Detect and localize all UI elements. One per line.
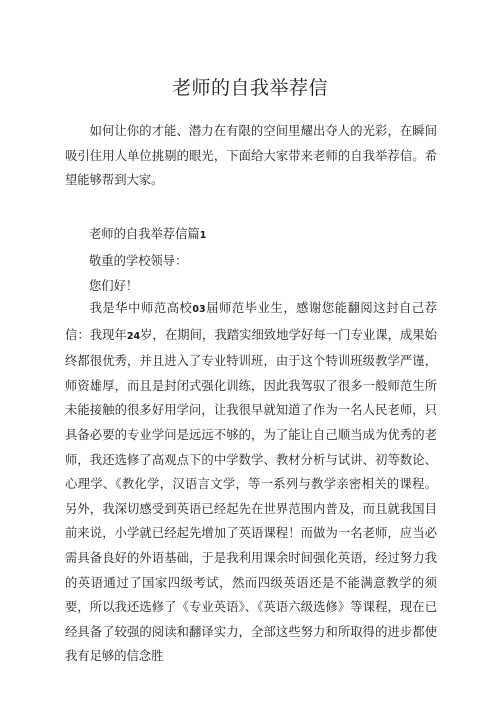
body-text-part-1: 我是华中师范高校: [89, 301, 193, 315]
body-text-part-2: 届师范毕业生，感谢您能翻阅这封自己荐信：我现年: [65, 301, 437, 342]
body-number-age: 24: [126, 330, 141, 342]
salutation: 敬重的学校领导：: [89, 254, 188, 268]
document-title: 老师的自我举荐信: [171, 77, 328, 99]
body-text-part-3: 岁，在期间，我踏实细致地学好每一门专业课，成果始终都很优秀，并且进入了专业特训班，由于这个特训班级教学严谨，师资雄厚，而且是封闭式强化训练，因此我驾驭了很多一般师范生所未能接触的很多好用学问，让我很早就知道了作为一名人民老师，只具备必要的专业学问是远远不够的，为了能让自己顺当成为优秀的老师，我还选修了高观点下的中学数学、教材分析与试讲、初等数论、心理学、《教化学，汉语言文学，等一系列与教学亲密相关的课程。另外，我深切感受到英语已经起先在世界范围内普及，而且就我国目前来说，小学就已经起先增加了英语课程！而做为一名老师，应当必需具备良好的外语基础，于是我利用课余时间强化英语，经过努力我的英语通过了国家四级考试，然而四级英语还是不能满意教学的须要，所以我还选修了《专业英语》、《英语六级选修》等课程，现在已经具备了较强的阅读和翻译实力，全部这些努力和所取得的进步都使我有足够的信念胜: [65, 327, 437, 664]
section-number: 1: [199, 230, 207, 241]
body-paragraph: [65, 296, 437, 669]
greeting: 您们好！: [89, 279, 139, 293]
section-heading-text: 老师的自我举荐信篇: [89, 227, 200, 241]
body-number-graduation-year: 03: [192, 304, 206, 315]
section-heading: [89, 226, 206, 244]
intro-paragraph: 如何让你的才能、潜力在有限的空间里耀出夺人的光彩，在瞬间吸引住用人单位挑剔的眼光，下面给大家带来老师的自我举荐信。希望能够帮到大家。: [65, 124, 437, 188]
